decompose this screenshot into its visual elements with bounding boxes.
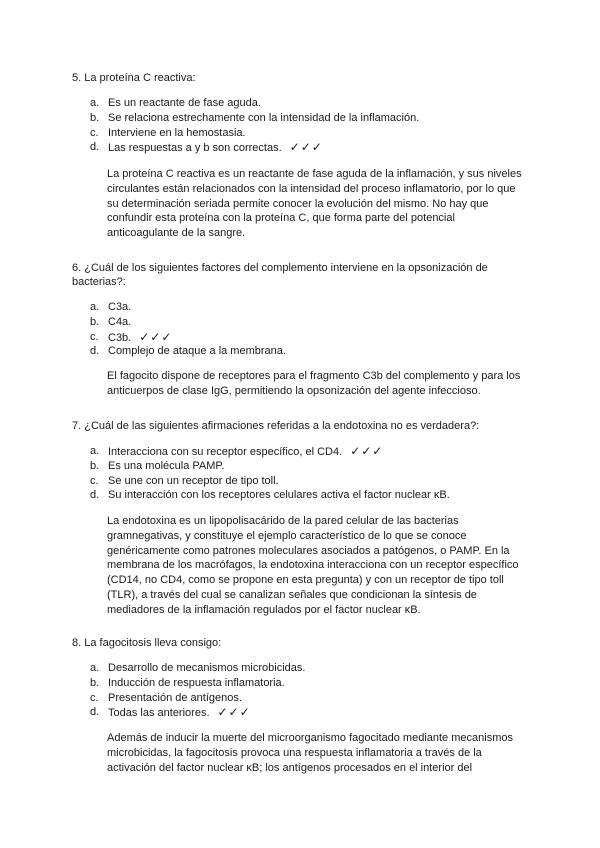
option-text: Se une con un receptor de tipo toll. [108,474,279,487]
option-letter: b. [90,459,100,472]
option-c [72,126,532,141]
question-title: 8. La fagocitosis lleva consigo: [72,637,222,649]
option-text: Interviene en la hemostasia. [108,126,246,139]
question-8-options [72,661,532,720]
option-a [72,444,532,459]
option-d [72,140,532,155]
option-text: Su interacción con los receptores celulares activa el factor nuclear κB. [108,489,450,502]
option-letter: c. [90,126,99,139]
option-letter: a. [90,301,100,313]
option-letter: d. [90,141,100,154]
option-text: C3b. [108,331,132,344]
question-7-options [72,444,532,503]
correct-answer-check-icon: ✓✓✓ [139,329,173,344]
option-letter: b. [90,315,100,328]
option-text: C3a. [108,301,132,313]
option-c [72,474,532,489]
explanation-text: La endotoxina es un lipopolisacárido de la pared celular de las bacterias gramnegativas, y constituye el ejemplo característico de lo que se conoce genéricamente como patrones moleculares asociados a patógenos, o PAMP. En la membrana de los macrófagos, la endotoxina interacciona con un receptor específico (CD14, no CD4, como se propone en esta pregunta) y con un receptor de tipo toll (TLR), a través del cual se canalizan señales que condicionan la síntesis de mediadores de la inflamación regulados por el factor nuclear κB. [107,515,519,616]
option-c [72,330,532,345]
option-letter: c. [90,691,99,704]
option-text: C4a. [108,315,132,328]
question-5-options [72,96,532,155]
question-title: 6. ¿Cuál de los siguientes factores del complemento interviene en la opsonización de bacterias?: [72,262,488,288]
question-7 [72,419,532,433]
option-text: Las respuestas a y b son correctas. [108,142,282,155]
option-letter: d. [90,345,100,358]
option-text: Es una molécula PAMP. [108,459,225,472]
option-a [72,661,532,676]
option-text: Se relaciona estrechamente con la intensidad de la inflamación. [108,111,420,124]
option-text: Desarrollo de mecanismos microbicidas. [108,662,306,674]
explanation-text: El fagocito dispone de receptores para el fragmento C3b del complemento y para los anticuerpos de clase IgG, permitiendo la opsonización del agente infeccioso. [107,370,521,397]
option-letter: a. [90,97,100,109]
question-6 [72,261,532,289]
option-letter: a. [90,445,100,457]
correct-answer-check-icon: ✓✓✓ [350,444,384,458]
explanation-text: La proteína C reactiva es un reactante de fase aguda de la inflamación, y sus niveles circulantes están relacionados con la intensidad del proceso inflamatorio, por lo que su determinación seriada permite conocer la evolución del mismo. No hay que confundir esta proteína con la proteína C, que forma parte del potencial anticoagulante de la sangre. [107,168,522,240]
option-letter: b. [90,676,100,689]
option-text: Presentación de antígenos. [108,691,242,704]
question-title: 5. La proteína C reactiva: [72,72,196,84]
option-letter: b. [90,111,100,124]
option-c [72,691,532,706]
explanation-text: Además de inducir la muerte del microorganismo fagocitado mediante mecanismos microbicidas, la fagocitosis provoca una respuesta inflamatoria a través de la activación del factor nuclear κB; los antígenos procesados en el interior del [107,732,513,774]
correct-answer-check-icon: ✓✓✓ [217,705,251,720]
option-b [72,111,532,126]
explanation-5 [107,167,527,241]
option-text: Interacciona con su receptor específico, el CD4. [108,446,343,458]
option-letter: d. [90,706,100,719]
option-b [72,315,532,330]
option-letter: c. [90,474,99,487]
option-text: Complejo de ataque a la membrana. [108,345,286,358]
option-text: Es un reactante de fase aguda. [108,97,261,109]
option-b [72,459,532,474]
explanation-8 [107,731,527,775]
option-d [72,344,532,359]
question-6-options [72,300,532,359]
option-letter: a. [90,662,100,674]
question-5 [72,71,532,85]
explanation-6 [107,369,527,399]
option-text: Todas las anteriores. [108,707,210,720]
option-text: Inducción de respuesta inflamatoria. [108,676,285,689]
option-d [72,705,532,720]
option-d [72,488,532,503]
option-b [72,676,532,691]
question-8 [72,636,532,650]
explanation-7 [107,514,527,618]
question-title: 7. ¿Cuál de las siguientes afirmaciones referidas a la endotoxina no es verdadera?: [72,420,480,432]
correct-answer-check-icon: ✓✓✓ [289,140,323,155]
option-letter: d. [90,489,100,502]
option-letter: c. [90,330,99,343]
option-a [72,96,532,111]
option-a [72,300,532,315]
